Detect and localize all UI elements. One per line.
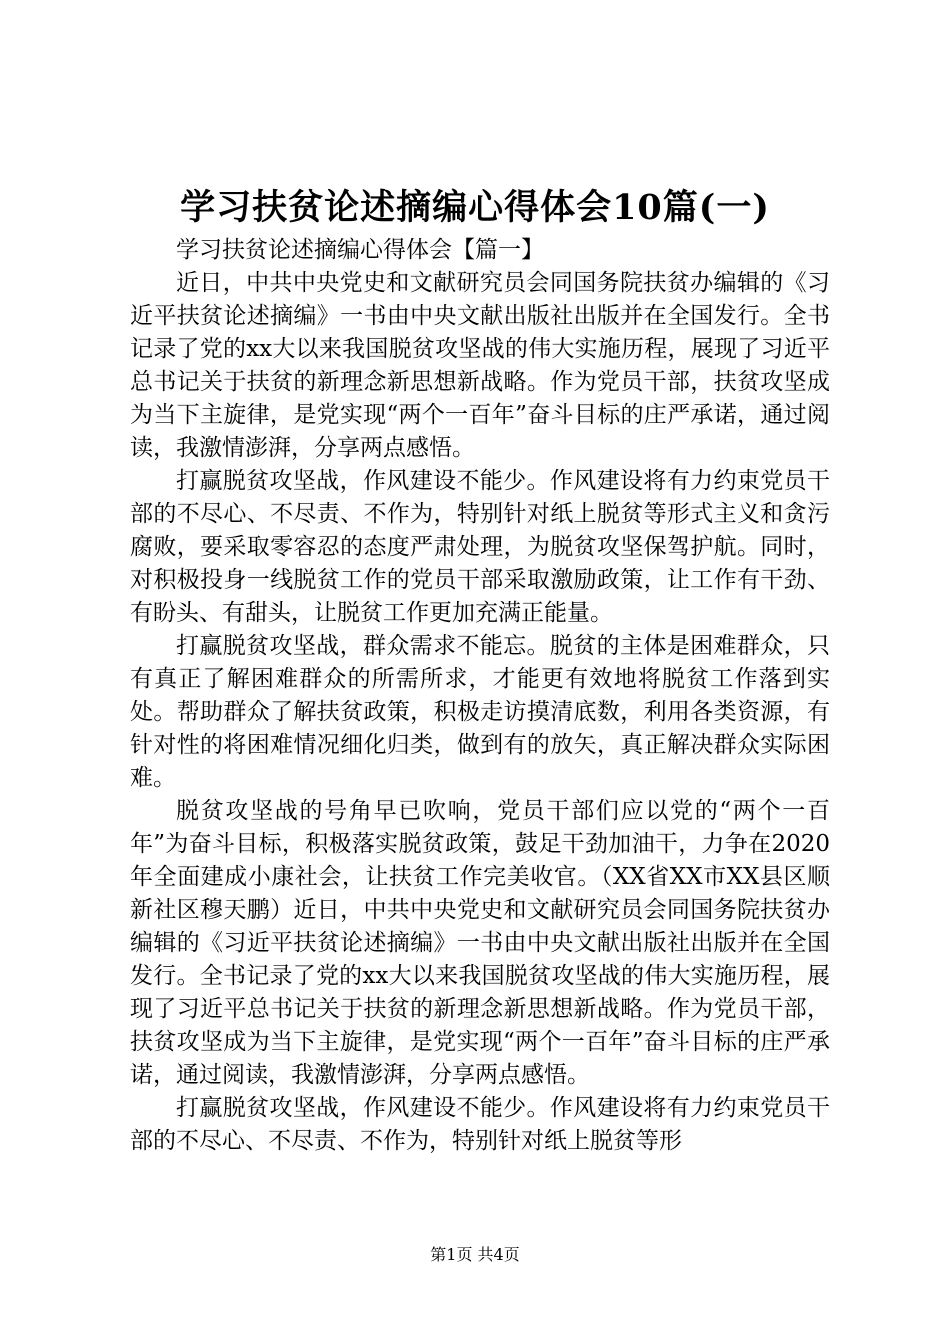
paragraph: 脱贫攻坚战的号角早已吹响，党员干部们应以党的“两个一百年”为奋斗目标，积极落实脱贫政策，鼓足干劲加油干，力争在2020年全面建成小康社会，让扶贫工作完美收官。（XX省XX市XX县区顺新社区穆天鹏）近日，中共中央党史和文献研究员会同国务院扶贫办编辑的《习近平扶贫论述摘编》一书由中央文献出版社出版并在全国发行。全书记录了党的xx大以来我国脱贫攻坚战的伟大实施历程，展现了习近平总书记关于扶贫的新理念新思想新战略。作为党员干部，扶贫攻坚成为当下主旋律，是党实现“两个一百年”奋斗目标的庄严承诺，通过阅读，我激情澎湃，分享两点感悟。 — [130, 798, 830, 1088]
paragraph: 打赢脱贫攻坚战，群众需求不能忘。脱贫的主体是困难群众，只有真正了解困难群众的所需所求，才能更有效地将脱贫工作落到实处。帮助群众了解扶贫政策，积极走访摸清底数，利用各类资源，有针对性的将困难情况细化归类，做到有的放矢，真正解决群众实际困难。 — [130, 633, 830, 791]
document-body — [130, 234, 830, 1158]
paragraph: 近日，中共中央党史和文献研究员会同国务院扶贫办编辑的《习近平扶贫论述摘编》一书由中央文献出版社出版并在全国发行。全书记录了党的xx大以来我国脱贫攻坚战的伟大实施历程，展现了习近平总书记关于扶贫的新理念新思想新战略。作为党员干部，扶贫攻坚成为当下主旋律，是党实现“两个一百年”奋斗目标的庄严承诺，通过阅读，我激情澎湃，分享两点感悟。 — [130, 270, 830, 461]
paragraph: 打赢脱贫攻坚战，作风建设不能少。作风建设将有力约束党员干部的不尽心、不尽责、不作为，特别针对纸上脱贫等形 — [130, 1095, 830, 1154]
paragraph: 打赢脱贫攻坚战，作风建设不能少。作风建设将有力约束党员干部的不尽心、不尽责、不作为，特别针对纸上脱贫等形式主义和贪污腐败，要采取零容忍的态度严肃处理，为脱贫攻坚保驾护航。同时，对积极投身一线脱贫工作的党员干部采取激励政策，让工作有干劲、有盼头、有甜头，让脱贫工作更加充满正能量。 — [130, 468, 830, 626]
section-heading: 学习扶贫论述摘编心得体会【篇一】 — [176, 237, 544, 263]
page-footer: 第1页 共4页 — [430, 1245, 520, 1264]
document-title: 学习扶贫论述摘编心得体会10篇(一) — [180, 187, 770, 228]
